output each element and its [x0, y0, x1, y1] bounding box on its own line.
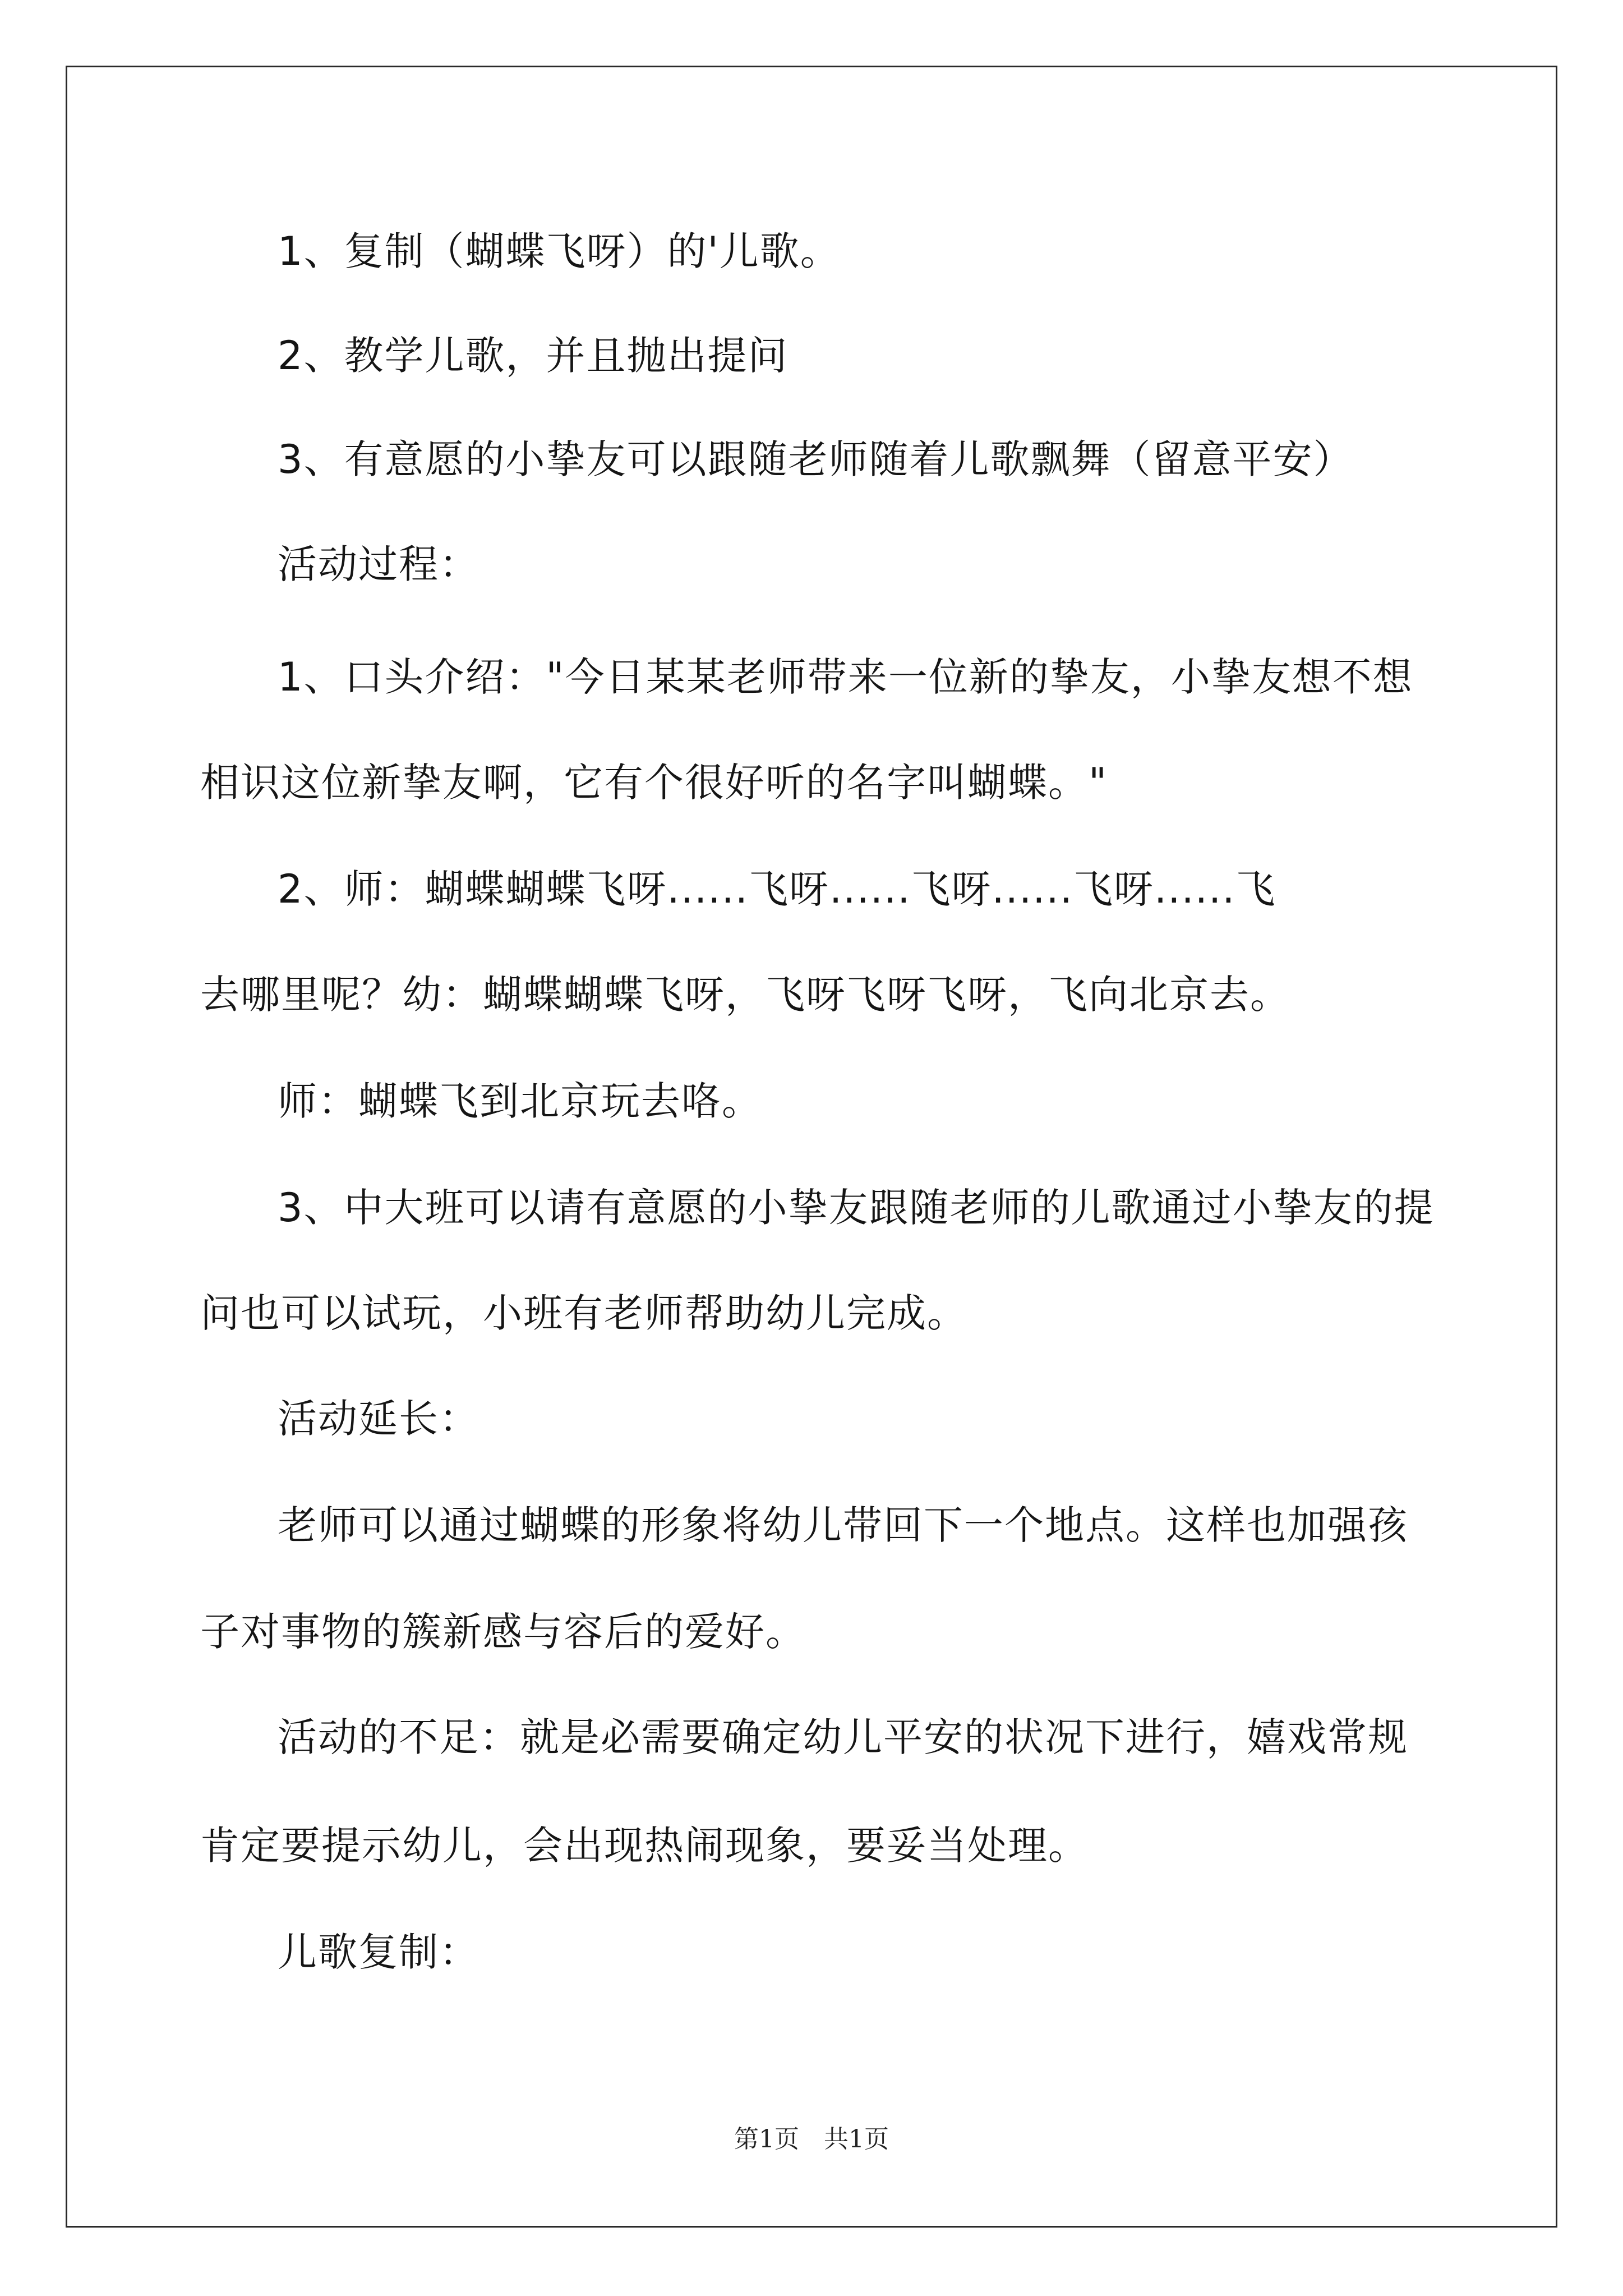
- text-line: 师：蝴蝶飞到北京玩去咯。: [278, 1078, 762, 1124]
- page-footer: 第1页 共1页: [734, 2125, 889, 2154]
- text-line: 1、口头介绍："今日某某老师带来一位新的挚友，小挚友想不想: [278, 654, 1413, 700]
- text-line: 活动延长：: [278, 1396, 479, 1442]
- text-line: 活动过程：: [278, 541, 479, 587]
- text-line: 3、有意愿的小挚友可以跟随老师随着儿歌飘舞（留意平安）: [278, 436, 1354, 482]
- text-line: 活动的不足：就是必需要确定幼儿平安的状况下进行，嬉戏常规: [278, 1714, 1408, 1760]
- text-line: 子对事物的簇新感与容后的爱好。: [200, 1609, 806, 1655]
- page-border: [66, 66, 1557, 2228]
- text-line: 1、复制（蝴蝶飞呀）的'儿歌。: [278, 228, 841, 274]
- text-line: 问也可以试玩，小班有老师帮助幼儿完成。: [200, 1290, 967, 1336]
- text-line: 儿歌复制：: [278, 1929, 479, 1975]
- text-line: 3、中大班可以请有意愿的小挚友跟随老师的儿歌通过小挚友的提: [278, 1185, 1435, 1231]
- text-line: 2、师：蝴蝶蝴蝶飞呀......飞呀......飞呀......飞呀......飞: [278, 866, 1276, 912]
- text-line: 2、教学儿歌，并且抛出提问: [278, 333, 789, 379]
- text-line: 老师可以通过蝴蝶的形象将幼儿带回下一个地点。这样也加强孩: [278, 1502, 1408, 1548]
- text-line: 肯定要提示幼儿，会出现热闹现象，要妥当处理。: [200, 1823, 1089, 1869]
- text-line: 去哪里呢？幼：蝴蝶蝴蝶飞呀，飞呀飞呀飞呀，飞向北京去。: [200, 972, 1290, 1018]
- text-line: 相识这位新挚友啊，它有个很好听的名字叫蝴蝶。": [200, 760, 1108, 806]
